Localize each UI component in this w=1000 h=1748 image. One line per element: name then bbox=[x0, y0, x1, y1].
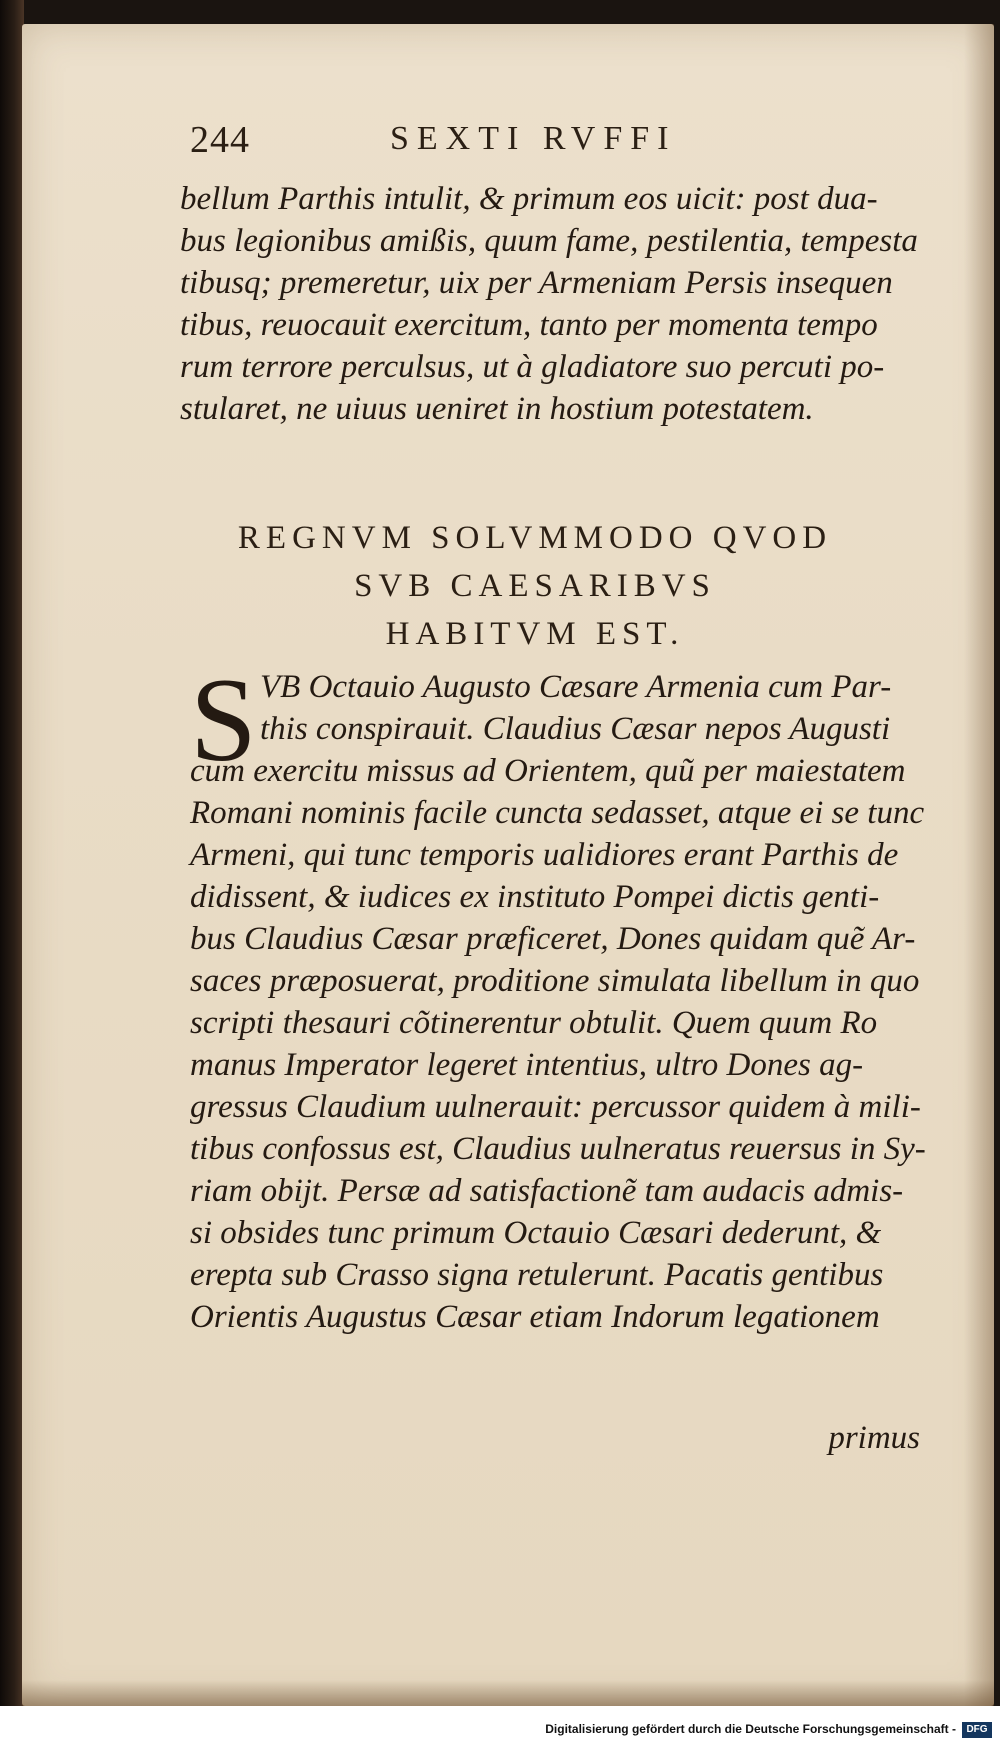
text-line: riam obijt. Persæ ad satisfactionẽ tam audacis admis- bbox=[190, 1173, 904, 1209]
running-head bbox=[190, 118, 800, 168]
paragraph-1 bbox=[180, 178, 918, 430]
text-line: stularet, ne uiuus ueniret in hostium potestatem. bbox=[180, 391, 814, 427]
page-number: 244 bbox=[190, 119, 250, 161]
text-line: tibusq; premeretur, uix per Armeniam Persis insequen bbox=[180, 265, 893, 301]
heading-line: SVB CAESARIBVS bbox=[354, 568, 716, 604]
text-line: bus Claudius Cæsar præficeret, Dones quidam quẽ Ar- bbox=[190, 921, 916, 957]
text-line: gressus Claudium uulnerauit: percussor quidem à mili- bbox=[190, 1089, 921, 1125]
catchword: primus bbox=[828, 1420, 920, 1456]
text-line: manus Imperator legeret intentius, ultro Dones ag- bbox=[190, 1047, 864, 1083]
text-line: VB Octauio Augusto Cæsare Armenia cum Par- bbox=[260, 669, 892, 705]
text-line: rum terrore perculsus, ut à gladiatore suo percuti po- bbox=[180, 349, 885, 385]
text-line: erepta sub Crasso signa retulerunt. Pacatis gentibus bbox=[190, 1257, 884, 1293]
running-title: SEXTI RVFFI bbox=[390, 120, 677, 157]
paragraph-2 bbox=[190, 666, 926, 1338]
text-line: saces præposuerat, proditione simulata libellum in quo bbox=[190, 963, 920, 999]
text-line: Armeni, qui tunc temporis ualidiores erant Parthis de bbox=[190, 837, 899, 873]
text-line: this conspirauit. Claudius Cæsar nepos Augusti bbox=[260, 711, 891, 747]
book-binding-edge bbox=[0, 0, 24, 1748]
text-line: si obsides tunc primum Octauio Cæsari dederunt, & bbox=[190, 1215, 882, 1251]
digitization-footer bbox=[0, 1706, 1000, 1748]
text-line: Orientis Augustus Cæsar etiam Indorum legationem bbox=[190, 1299, 880, 1335]
text-line: Romani nominis facile cuncta sedasset, atque ei se tunc bbox=[190, 795, 925, 831]
text-line: scripti thesauri cõtinerentur obtulit. Quem quum Ro bbox=[190, 1005, 878, 1041]
dfg-logo: DFG bbox=[962, 1722, 992, 1738]
text-line: tibus confossus est, Claudius uulneratus reuersus in Sy- bbox=[190, 1131, 926, 1167]
text-line: bellum Parthis intulit, & primum eos uicit: post dua- bbox=[180, 181, 878, 217]
text-line: bus legionibus amißis, quum fame, pestilentia, tempesta bbox=[180, 223, 918, 259]
heading-line: REGNVM SOLVMMODO QVOD bbox=[237, 520, 833, 556]
section-heading bbox=[190, 514, 880, 658]
page-gutter-shadow bbox=[964, 24, 994, 1706]
text-line: cum exercitu missus ad Orientem, quũ per maiestatem bbox=[190, 753, 906, 789]
heading-line: HABITVM EST. bbox=[385, 616, 685, 652]
page-bottom-edge bbox=[22, 1680, 994, 1706]
text-line: tibus, reuocauit exercitum, tanto per momenta tempo bbox=[180, 307, 878, 343]
drop-cap: S bbox=[190, 653, 257, 786]
text-line: didissent, & iudices ex instituto Pompei dictis genti- bbox=[190, 879, 880, 915]
footer-credit: Digitalisierung gefördert durch die Deutsche Forschungsgemeinschaft - bbox=[545, 1722, 956, 1736]
